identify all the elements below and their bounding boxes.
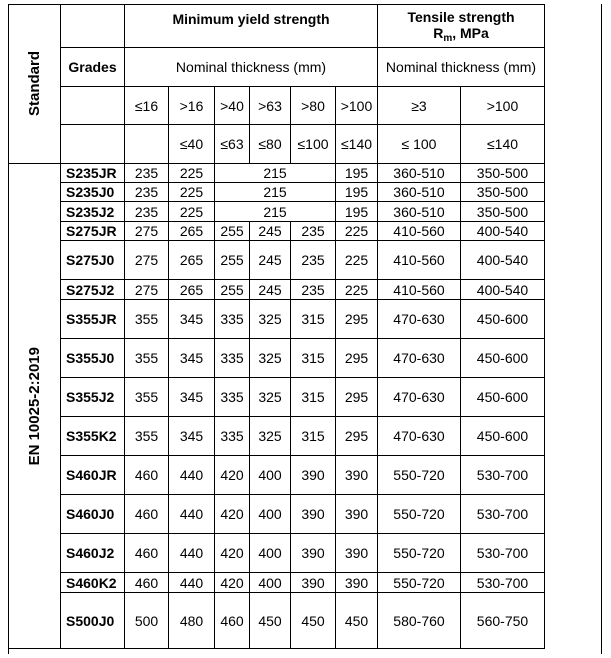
tensile-value-cell: 560-750 <box>461 593 545 649</box>
yield-value-cell: 235 <box>125 183 169 202</box>
yield-value-cell: 275 <box>125 280 169 300</box>
tensile-value-cell: 450-600 <box>461 339 545 378</box>
yield-value-cell: 345 <box>169 339 215 378</box>
yield-value-cell: 235 <box>291 222 336 241</box>
right-border-line <box>601 4 602 654</box>
yield-value-cell: 400 <box>250 495 291 534</box>
grade-cell: S500J0 <box>61 593 125 649</box>
yield-value-cell: 255 <box>215 241 250 280</box>
standard-name-cell <box>9 164 61 649</box>
yield-value-cell: 225 <box>336 222 378 241</box>
yield-value-cell: 390 <box>291 456 336 495</box>
tensile-value-cell: 550-720 <box>378 573 461 593</box>
yield-value-cell: 235 <box>291 280 336 300</box>
yield-value-cell: 390 <box>291 495 336 534</box>
yield-value-cell: 275 <box>125 241 169 280</box>
tensile-header-line-1: Tensile strength <box>407 9 515 25</box>
yield-value-cell: 390 <box>336 495 378 534</box>
yield-value-cell: 460 <box>125 573 169 593</box>
yield-value-cell: 245 <box>250 280 291 300</box>
yield-value-cell: 295 <box>336 378 378 417</box>
yield-value-cell: 225 <box>169 164 215 183</box>
grade-cell: S460JR <box>61 456 125 495</box>
tensile-value-cell: 550-720 <box>378 534 461 573</box>
yield-value-cell: 195 <box>336 202 378 222</box>
tensile-value-cell: 350-500 <box>461 183 545 202</box>
tensile-range-lower: ≤ 100 <box>378 125 461 164</box>
yield-value-cell: 245 <box>250 222 291 241</box>
tensile-value-cell: 450-600 <box>461 417 545 456</box>
yield-value-cell: 460 <box>215 593 250 649</box>
grade-cell: S235JR <box>61 164 125 183</box>
tensile-strength-header <box>378 5 545 48</box>
yield-value-cell: 345 <box>169 300 215 339</box>
yield-value-cell: 315 <box>291 417 336 456</box>
yield-value-cell: 255 <box>215 280 250 300</box>
standard-name-label: EN 10025-2:2019 <box>25 346 43 466</box>
yield-value-cell: 460 <box>125 534 169 573</box>
yield-value-cell: 355 <box>125 300 169 339</box>
yield-range-lower: ≤40 <box>169 125 215 164</box>
yield-value-cell: 265 <box>169 241 215 280</box>
header-row-1 <box>9 5 545 48</box>
grade-cell: S355K2 <box>61 417 125 456</box>
grade-cell: S275J2 <box>61 280 125 300</box>
yield-range-upper: >63 <box>250 87 291 125</box>
yield-range-upper: >16 <box>169 87 215 125</box>
empty-header-cell <box>61 5 125 48</box>
yield-value-cell: 225 <box>169 183 215 202</box>
yield-value-cell: 335 <box>215 417 250 456</box>
yield-value-cell: 440 <box>169 456 215 495</box>
tensile-header-line-2 <box>378 25 544 47</box>
yield-value-cell: 195 <box>336 183 378 202</box>
yield-value-cell: 235 <box>291 241 336 280</box>
tensile-value-cell: 530-700 <box>461 534 545 573</box>
table-body <box>9 5 545 649</box>
standard-header-cell <box>9 5 61 164</box>
yield-value-cell: 345 <box>169 378 215 417</box>
yield-value-cell: 390 <box>336 534 378 573</box>
yield-value-cell: 400 <box>250 534 291 573</box>
yield-value-cell: 275 <box>125 222 169 241</box>
table-row <box>9 534 545 573</box>
yield-value-merged-cell: 215 <box>215 202 336 222</box>
tensile-value-cell: 410-560 <box>378 222 461 241</box>
yield-value-cell: 325 <box>250 378 291 417</box>
tensile-value-cell: 530-700 <box>461 573 545 593</box>
yield-value-cell: 345 <box>169 417 215 456</box>
tensile-value-cell: 410-560 <box>378 241 461 280</box>
tensile-subscript: m <box>443 33 453 44</box>
yield-value-cell: 390 <box>336 456 378 495</box>
tensile-value-cell: 530-700 <box>461 495 545 534</box>
tensile-range-upper: ≥3 <box>378 87 461 125</box>
yield-value-cell: 315 <box>291 378 336 417</box>
yield-range-lower <box>125 125 169 164</box>
tensile-r-symbol: R <box>433 25 444 41</box>
yield-value-cell: 295 <box>336 417 378 456</box>
nominal-thickness-yield-header: Nominal thickness (mm) <box>125 48 378 87</box>
table-row <box>9 300 545 339</box>
yield-value-cell: 420 <box>215 495 250 534</box>
table-row <box>9 495 545 534</box>
yield-range-lower: ≤80 <box>250 125 291 164</box>
yield-value-cell: 355 <box>125 339 169 378</box>
tensile-range-upper: >100 <box>461 87 545 125</box>
tensile-value-cell: 580-760 <box>378 593 461 649</box>
yield-value-cell: 265 <box>169 222 215 241</box>
tensile-value-cell: 470-630 <box>378 378 461 417</box>
standard-header-label: Standard <box>25 51 43 117</box>
tensile-value-cell: 400-540 <box>461 241 545 280</box>
nominal-thickness-tensile-header: Nominal thickness (mm) <box>378 48 545 87</box>
grade-cell: S235J0 <box>61 183 125 202</box>
tensile-value-cell: 360-510 <box>378 183 461 202</box>
tensile-value-cell: 450-600 <box>461 378 545 417</box>
yield-value-cell: 420 <box>215 456 250 495</box>
tensile-range-lower: ≤140 <box>461 125 545 164</box>
yield-value-cell: 355 <box>125 417 169 456</box>
table-row <box>9 339 545 378</box>
yield-value-cell: 235 <box>125 202 169 222</box>
yield-value-cell: 245 <box>250 241 291 280</box>
yield-value-cell: 460 <box>125 495 169 534</box>
header-row-4 <box>9 125 545 164</box>
tensile-value-cell: 450-600 <box>461 300 545 339</box>
left-border-line <box>8 4 9 654</box>
tensile-value-cell: 400-540 <box>461 222 545 241</box>
tensile-value-cell: 550-720 <box>378 456 461 495</box>
tensile-value-cell: 410-560 <box>378 280 461 300</box>
grade-cell: S460J2 <box>61 534 125 573</box>
grades-header: Grades <box>61 48 125 87</box>
tensile-value-cell: 470-630 <box>378 339 461 378</box>
tensile-value-cell: 360-510 <box>378 202 461 222</box>
grade-cell: S355JR <box>61 300 125 339</box>
min-yield-header: Minimum yield strength <box>125 5 378 48</box>
yield-value-cell: 325 <box>250 339 291 378</box>
grade-cell: S460J0 <box>61 495 125 534</box>
yield-value-cell: 335 <box>215 378 250 417</box>
yield-range-upper: >80 <box>291 87 336 125</box>
tensile-unit: , MPa <box>452 25 489 41</box>
table-row <box>9 593 545 649</box>
yield-value-cell: 390 <box>291 534 336 573</box>
yield-value-cell: 400 <box>250 456 291 495</box>
yield-value-cell: 390 <box>336 573 378 593</box>
yield-value-cell: 225 <box>336 241 378 280</box>
grade-cell: S275J0 <box>61 241 125 280</box>
yield-value-cell: 255 <box>215 222 250 241</box>
table-row <box>9 280 545 300</box>
tensile-value-cell: 360-510 <box>378 164 461 183</box>
empty-header-cell <box>61 87 125 125</box>
yield-range-lower: ≤140 <box>336 125 378 164</box>
yield-range-upper: >40 <box>215 87 250 125</box>
yield-value-cell: 390 <box>291 573 336 593</box>
yield-value-merged-cell: 215 <box>215 183 336 202</box>
tensile-value-cell: 470-630 <box>378 300 461 339</box>
standard-name-wrapper <box>9 347 60 465</box>
tensile-value-cell: 530-700 <box>461 456 545 495</box>
yield-value-cell: 335 <box>215 339 250 378</box>
yield-value-cell: 325 <box>250 300 291 339</box>
table-row <box>9 222 545 241</box>
table-row <box>9 241 545 280</box>
table-row <box>9 183 545 202</box>
yield-value-cell: 420 <box>215 534 250 573</box>
yield-value-cell: 480 <box>169 593 215 649</box>
yield-range-lower: ≤63 <box>215 125 250 164</box>
grade-cell: S460K2 <box>61 573 125 593</box>
tensile-value-cell: 350-500 <box>461 164 545 183</box>
yield-value-cell: 450 <box>291 593 336 649</box>
yield-value-cell: 440 <box>169 495 215 534</box>
yield-value-cell: 420 <box>215 573 250 593</box>
yield-value-cell: 450 <box>336 593 378 649</box>
table-row <box>9 378 545 417</box>
table-row <box>9 164 545 183</box>
yield-value-cell: 265 <box>169 280 215 300</box>
grade-cell: S275JR <box>61 222 125 241</box>
grade-cell: S355J0 <box>61 339 125 378</box>
yield-value-cell: 440 <box>169 534 215 573</box>
yield-value-cell: 355 <box>125 378 169 417</box>
yield-value-cell: 225 <box>169 202 215 222</box>
yield-value-cell: 315 <box>291 300 336 339</box>
yield-value-cell: 450 <box>250 593 291 649</box>
yield-value-cell: 460 <box>125 456 169 495</box>
yield-value-cell: 235 <box>125 164 169 183</box>
grade-cell: S355J2 <box>61 378 125 417</box>
header-row-3 <box>9 87 545 125</box>
table-row <box>9 417 545 456</box>
tensile-value-cell: 470-630 <box>378 417 461 456</box>
steel-properties-table <box>8 4 545 649</box>
yield-value-cell: 335 <box>215 300 250 339</box>
yield-value-cell: 295 <box>336 300 378 339</box>
header-row-2 <box>9 48 545 87</box>
yield-value-cell: 500 <box>125 593 169 649</box>
yield-value-cell: 315 <box>291 339 336 378</box>
tensile-value-cell: 550-720 <box>378 495 461 534</box>
empty-header-cell <box>61 125 125 164</box>
yield-value-cell: 195 <box>336 164 378 183</box>
table-row <box>9 573 545 593</box>
yield-value-cell: 225 <box>336 280 378 300</box>
yield-value-cell: 440 <box>169 573 215 593</box>
yield-range-upper: >100 <box>336 87 378 125</box>
grade-cell: S235J2 <box>61 202 125 222</box>
yield-range-lower: ≤100 <box>291 125 336 164</box>
tensile-value-cell: 400-540 <box>461 280 545 300</box>
yield-value-merged-cell: 215 <box>215 164 336 183</box>
yield-range-upper: ≤16 <box>125 87 169 125</box>
table-row <box>9 202 545 222</box>
table-row <box>9 456 545 495</box>
yield-value-cell: 295 <box>336 339 378 378</box>
yield-value-cell: 400 <box>250 573 291 593</box>
tensile-value-cell: 350-500 <box>461 202 545 222</box>
yield-value-cell: 325 <box>250 417 291 456</box>
